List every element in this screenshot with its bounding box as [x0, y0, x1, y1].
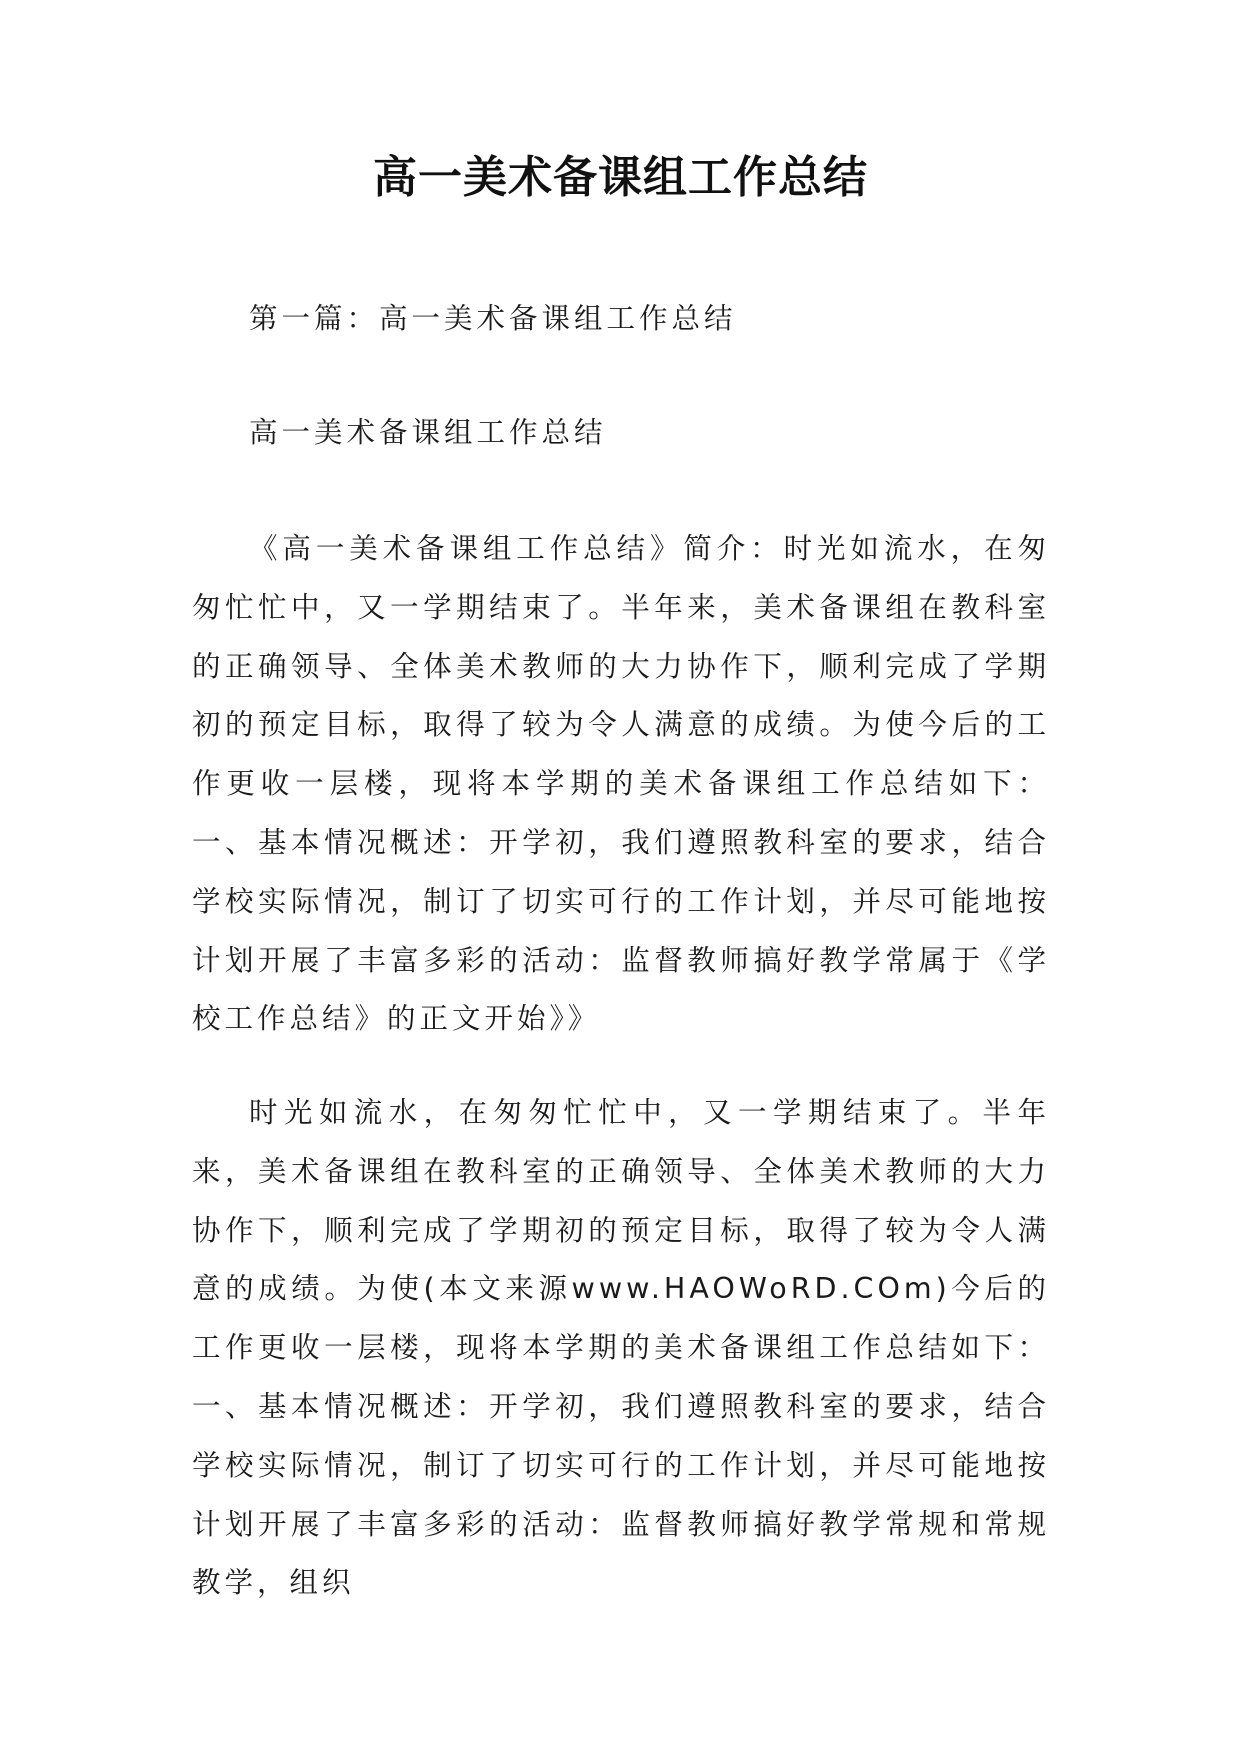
- body-paragraph: 时光如流水，在匆匆忙忙中，又一学期结束了。半年来，美术备课组在教科室的正确领导、全体美术教师的大力协作下，顺利完成了学期初的预定目标，取得了较为令人满意的成绩。为使(本文来源www.HAOWoRD.COm)今后的工作更收一层楼，现将本学期的美术备课组工作总结如下：一、基本情况概述：开学初，我们遵照教科室的要求，结合学校实际情况，制订了切实可行的工作计划，并尽可能地按计划开展了丰富多彩的活动：监督教师搞好教学常规和常规教学，组织: [192, 1096, 1050, 1600]
- sub-heading: 高一美术备课组工作总结: [249, 416, 607, 449]
- document-title: 高一美术备课组工作总结: [373, 152, 868, 203]
- summary-paragraph: 《高一美术备课组工作总结》简介：时光如流水，在匆匆忙忙中，又一学期结束了。半年来，美术备课组在教科室的正确领导、全体美术教师的大力协作下，顺利完成了学期初的预定目标，取得了较为令人满意的成绩。为使今后的工作更收一层楼，现将本学期的美术备课组工作总结如下：一、基本情况概述：开学初，我们遵照教科室的要求，结合学校实际情况，制订了切实可行的工作计划，并尽可能地按计划开展了丰富多彩的活动：监督教师搞好教学常属于《学校工作总结》的正文开始》》: [192, 532, 1050, 1036]
- section-heading: 第一篇：高一美术备课组工作总结: [249, 302, 737, 335]
